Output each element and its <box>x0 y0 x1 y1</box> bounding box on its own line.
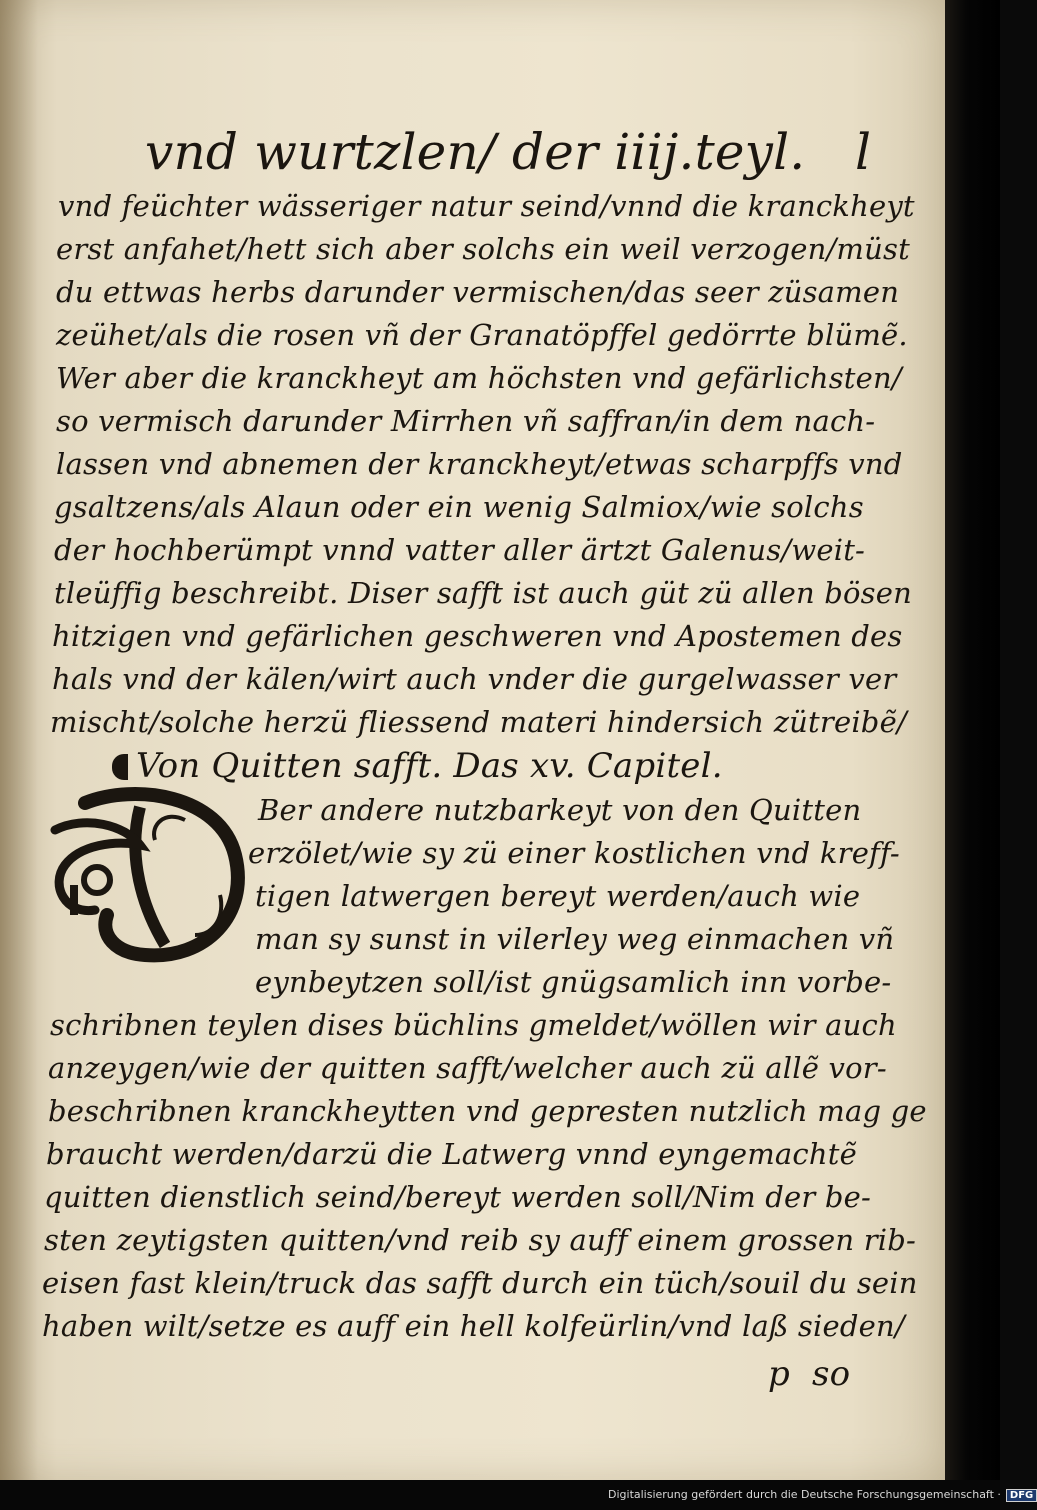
gutter-shadow <box>0 0 38 1480</box>
running-head: vnd wurtzlen/ der iiij.teyl. <box>145 123 806 181</box>
text-line: sten zeytigsten quitten/vnd reib sy auff einem grossen rib- <box>44 1223 917 1257</box>
text-line: so vermisch darunder Mirrhen vñ saffran/in dem nach- <box>56 404 876 438</box>
pilcrow-icon <box>112 754 128 780</box>
catchword: p so <box>768 1354 851 1394</box>
text-line: tleüffig beschreibt. Diser safft ist auch güt zü allen bösen <box>54 576 912 610</box>
text-line: mischt/solche herzü fliessend materi hindersich zütreibẽ/ <box>50 705 907 739</box>
text-line: beschribnen kranckheytten vnd gepresten nutzlich mag ge <box>48 1094 927 1128</box>
text-line: man sy sunst in vilerley weg einmachen vñ <box>255 922 895 956</box>
chapter-heading-text: Von Quitten safft. Das xv. Capitel. <box>136 746 723 786</box>
decorated-initial-icon <box>45 785 250 965</box>
text-line: zeühet/als die rosen vñ der Granatöpffel gedörrte blümẽ. <box>56 318 908 352</box>
text-line: erzölet/wie sy zü einer kostlichen vnd kreff- <box>248 836 900 870</box>
text-line: Ber andere nutzbarkeyt von den Quitten <box>258 793 862 827</box>
text-line: vnd feüchter wässeriger natur seind/vnnd die kranckheyt <box>58 189 915 223</box>
text-line: braucht werden/darzü die Latwerg vnnd eyngemachtẽ <box>46 1137 857 1171</box>
chapter-heading <box>112 744 723 788</box>
digitization-credit <box>608 1488 1037 1502</box>
text-line: Wer aber die kranckheyt am höchsten vnd gefärlichsten/ <box>56 361 902 395</box>
text-line: lassen vnd abnemen der kranckheyt/etwas scharpffs vnd <box>56 447 903 481</box>
text-line: hals vnd der kälen/wirt auch vnder die gurgelwasser ver <box>52 662 897 696</box>
folio-number: l <box>855 123 872 181</box>
text-line: eisen fast klein/truck das safft durch ein tüch/souil du sein <box>42 1266 918 1300</box>
text-line: tigen latwergen bereyt werden/auch wie <box>255 879 861 913</box>
text-line: anzeygen/wie der quitten safft/welcher auch zü allẽ vor- <box>48 1051 887 1085</box>
text-line: quitten dienstlich seind/bereyt werden soll/Nim der be- <box>44 1180 871 1214</box>
text-line: gsaltzens/als Alaun oder ein wenig Salmiox/wie solchs <box>54 490 864 524</box>
text-line: schribnen teylen dises büchlins gmeldet/wöllen wir auch <box>50 1008 897 1042</box>
text-line: der hochberümpt vnnd vatter aller ärtzt Galenus/weit- <box>54 533 866 567</box>
text-line: haben wilt/setze es auff ein hell kolfeürlin/vnd laß sieden/ <box>42 1309 905 1343</box>
credit-text: Digitalisierung gefördert durch die Deutsche Forschungsgemeinschaft · <box>608 1488 1001 1501</box>
text-line: du ettwas herbs darunder vermischen/das seer züsamen <box>56 275 900 309</box>
dfg-logo[interactable]: DFG <box>1006 1489 1037 1502</box>
page-edge <box>945 0 1000 1480</box>
initial-letter: D <box>145 905 146 906</box>
text-line: hitzigen vnd gefärlichen geschweren vnd Apostemen des <box>52 619 903 653</box>
text-line: eynbeytzen soll/ist gnügsamlich inn vorbe- <box>255 965 892 999</box>
text-line: erst anfahet/hett sich aber solchs ein weil verzogen/müst <box>56 232 910 266</box>
